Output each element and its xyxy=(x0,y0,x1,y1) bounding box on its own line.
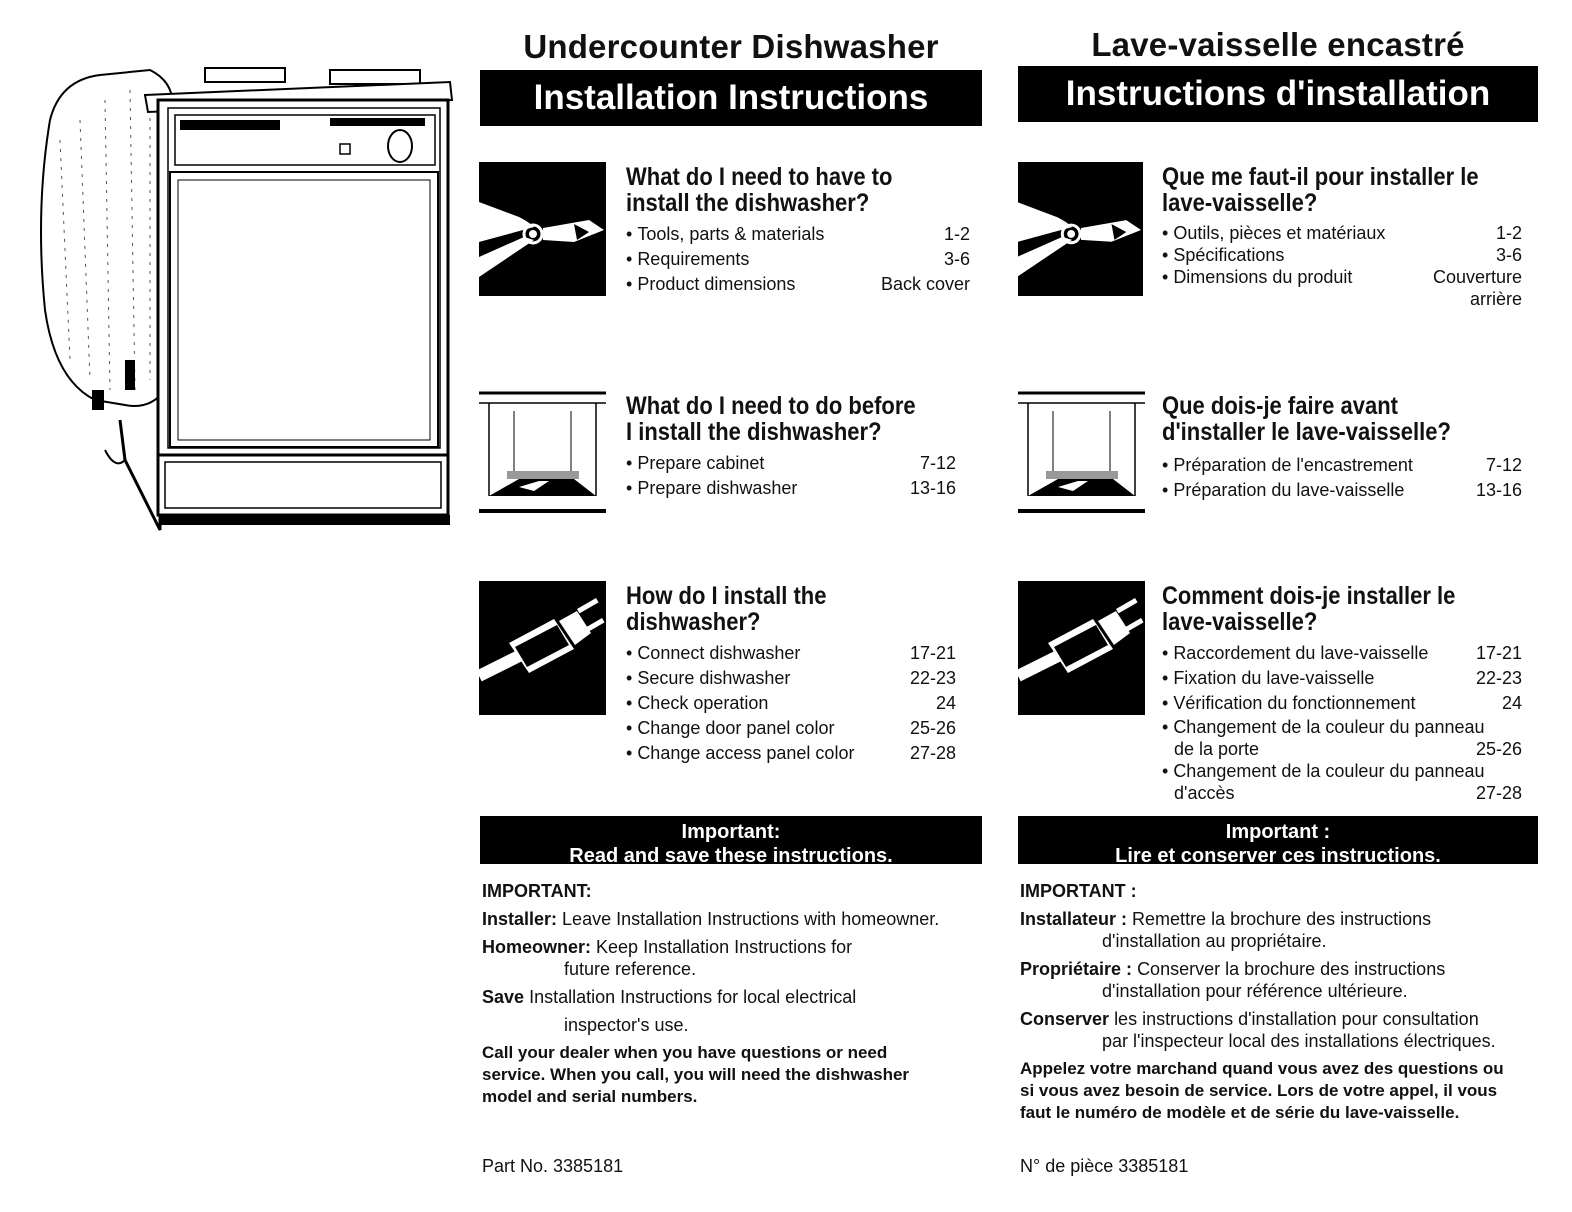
list-item: • Préparation du lave-vaisselle 13-16 xyxy=(1162,478,1522,503)
banner-en: Installation Instructions xyxy=(480,70,982,126)
part-number-fr: N° de pièce 3385181 xyxy=(1020,1156,1189,1176)
section-heading: How do I install the dishwasher? xyxy=(626,582,827,636)
title-fr: Lave-vaisselle encastré xyxy=(1091,26,1465,63)
plug-icon xyxy=(1018,581,1145,715)
list-item: • Changement de la couleur du panneau d'accès 27-28 xyxy=(1162,760,1522,804)
important-notes-en xyxy=(482,880,982,1108)
list-item: • Change access panel color 27-28 xyxy=(626,741,956,766)
dealer-callout: Appelez votre marchand quand vous avez des questions ou si vous avez besoin de service. Lors de votre appel, il vous faut le numéro de modèle et de série du lave-vaisselle. xyxy=(1020,1059,1504,1122)
cabinet-icon xyxy=(1018,391,1145,513)
important-heading: IMPORTANT : xyxy=(1020,881,1137,901)
list-item: • Vérification du fonctionnement 24 xyxy=(1162,691,1522,716)
section-heading: What do I need to do before I install the dishwasher? xyxy=(626,392,916,446)
dishwasher-illustration xyxy=(30,60,460,540)
installer-note: Installer: Leave Installation Instructions with homeowner. xyxy=(482,909,940,929)
section-heading: Que dois-je faire avant d'installer le lave-vaisselle? xyxy=(1162,392,1451,446)
list-item: • Product dimensions Back cover xyxy=(626,272,970,297)
keep-note: Conserver les instructions d'installation pour consultation par l'inspecteur local des installations électriques. xyxy=(1020,1009,1496,1051)
plug-icon xyxy=(479,581,606,715)
title-en: Undercounter Dishwasher xyxy=(523,28,939,65)
list-item: • Requirements 3-6 xyxy=(626,247,970,272)
section-heading: What do I need to have to install the dishwasher? xyxy=(626,163,893,217)
important-notes-fr xyxy=(1020,880,1538,1124)
cabinet-icon xyxy=(479,391,606,513)
section-items xyxy=(1162,222,1522,310)
section-items xyxy=(1162,453,1522,503)
section-fr-3 xyxy=(1162,583,1522,804)
section-heading: Comment dois-je installer le lave-vaisselle? xyxy=(1162,582,1456,636)
section-items xyxy=(626,222,970,297)
pliers-icon xyxy=(479,162,606,296)
important-banner-fr: Important : Lire et conserver ces instructions. xyxy=(1018,816,1538,864)
list-item: • Fixation du lave-vaisselle 22-23 xyxy=(1162,666,1522,691)
important-heading: IMPORTANT: xyxy=(482,881,592,901)
list-item: • Préparation de l'encastrement 7-12 xyxy=(1162,453,1522,478)
section-en-2 xyxy=(626,393,956,501)
section-items xyxy=(1162,641,1522,804)
list-item: • Check operation 24 xyxy=(626,691,956,716)
list-item: • Raccordement du lave-vaisselle 17-21 xyxy=(1162,641,1522,666)
pliers-icon xyxy=(1018,162,1143,296)
section-en-3 xyxy=(626,583,956,766)
list-item: • Prepare cabinet 7-12 xyxy=(626,451,956,476)
list-item: • Changement de la couleur du panneau de la porte 25-26 xyxy=(1162,716,1522,760)
section-fr-1 xyxy=(1162,164,1522,310)
list-item: • Change door panel color 25-26 xyxy=(626,716,956,741)
section-items xyxy=(626,451,956,501)
installer-note: Installateur : Remettre la brochure des instructions d'installation au propriétaire. xyxy=(1020,909,1432,951)
section-items xyxy=(626,641,956,766)
list-item: • Connect dishwasher 17-21 xyxy=(626,641,956,666)
list-item: • Secure dishwasher 22-23 xyxy=(626,666,956,691)
section-fr-2 xyxy=(1162,393,1522,503)
banner-fr: Instructions d'installation xyxy=(1018,66,1538,122)
list-item: • Dimensions du produit Couverture arrière xyxy=(1162,266,1522,310)
important-banner-en: Important: Read and save these instructions. xyxy=(480,816,982,864)
homeowner-note: Homeowner: Keep Installation Instructions for future reference. xyxy=(482,937,853,979)
list-item: • Spécifications 3-6 xyxy=(1162,244,1522,266)
list-item: • Prepare dishwasher 13-16 xyxy=(626,476,956,501)
save-note: Save Installation Instructions for local electrical inspector's use. xyxy=(482,987,857,1035)
owner-note: Propriétaire : Conserver la brochure des instructions d'installation pour référence ultérieure. xyxy=(1020,959,1446,1001)
list-item: • Outils, pièces et matériaux 1-2 xyxy=(1162,222,1522,244)
section-heading: Que me faut-il pour installer le lave-vaisselle? xyxy=(1162,163,1479,217)
dealer-callout: Call your dealer when you have questions or need service. When you call, you will need the dishwasher model and serial numbers. xyxy=(482,1043,910,1106)
section-en-1 xyxy=(626,164,970,297)
part-number-en: Part No. 3385181 xyxy=(482,1156,624,1176)
list-item: • Tools, parts & materials 1-2 xyxy=(626,222,970,247)
